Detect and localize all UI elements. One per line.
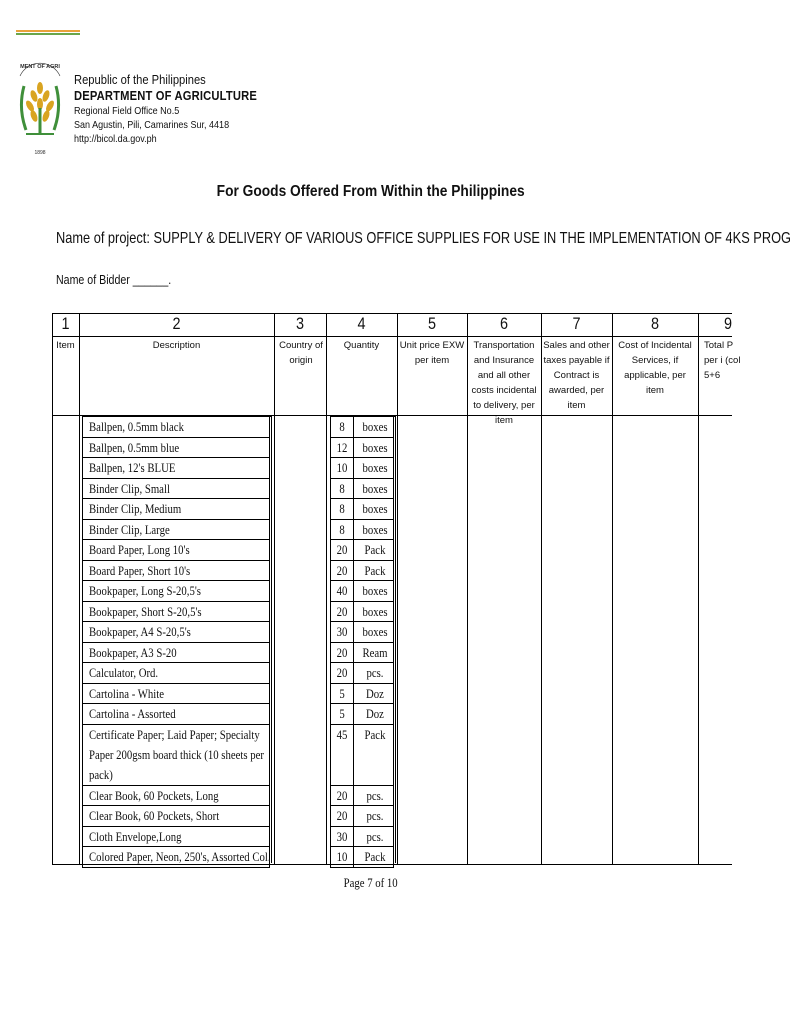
row-description xyxy=(82,643,270,664)
row-quantity-number: 8 xyxy=(339,420,345,434)
row-quantity-number: 10 xyxy=(336,461,348,475)
row-description-text: Board Paper, Long 10's xyxy=(89,543,190,557)
row-description xyxy=(82,561,270,582)
row-quantity xyxy=(330,581,394,602)
row-quantity-number: 20 xyxy=(336,809,348,823)
header-accent-rule xyxy=(16,30,80,32)
col-number: 7 xyxy=(572,314,581,333)
row-quantity-unit: Doz xyxy=(366,686,384,701)
col-number: 3 xyxy=(295,314,305,333)
row-description xyxy=(82,622,270,643)
agency-letterhead xyxy=(74,72,298,146)
row-description-text: Binder Clip, Medium xyxy=(89,502,182,516)
row-description-text: Binder Clip, Small xyxy=(89,481,170,496)
row-quantity xyxy=(330,458,394,479)
row-quantity-number: 30 xyxy=(336,625,348,639)
quantity-separator xyxy=(353,786,354,806)
project-name: Name of project: SUPPLY & DELIVERY OF VARIOUS OFFICE SUPPLIES FOR USE IN THE IMPLEMENTATION OF 4KS PROG xyxy=(56,230,791,247)
row-quantity xyxy=(330,786,394,807)
row-description-text: Certificate Paper; Laid Paper; Specialty Paper 200gsm board thick (10 sheets per pack) xyxy=(89,727,264,782)
quantity-separator xyxy=(353,561,354,581)
col-line-7 xyxy=(612,313,613,865)
letterhead-republic: Republic of the Philippines xyxy=(74,72,206,87)
page-number: Page 7 of 10 xyxy=(343,876,398,890)
row-description xyxy=(82,479,270,500)
col-number: 1 xyxy=(61,314,70,333)
row-quantity-unit: Pack xyxy=(364,563,386,578)
quantity-separator xyxy=(353,704,354,724)
col-header-quantity: Quantity xyxy=(343,340,380,351)
row-quantity-unit: pcs. xyxy=(366,788,384,803)
quantity-separator xyxy=(353,684,354,704)
col-header-unit-price: Unit price EXW per item xyxy=(399,340,465,366)
col-number: 4 xyxy=(357,314,366,333)
row-quantity-unit: Ream xyxy=(362,645,388,660)
row-description-text: Bookpaper, A4 S-20,5's xyxy=(89,625,191,639)
row-quantity-unit: Pack xyxy=(364,727,386,742)
col-header-item: Item xyxy=(56,340,75,351)
row-description xyxy=(82,847,270,868)
row-quantity-unit: pcs. xyxy=(366,809,384,823)
row-quantity-number: 20 xyxy=(336,645,348,660)
col-line-6 xyxy=(541,313,542,865)
quantity-separator xyxy=(353,827,354,847)
quantity-separator xyxy=(353,663,354,683)
row-quantity xyxy=(330,520,394,541)
row-quantity-unit: boxes xyxy=(362,584,388,598)
row-description xyxy=(82,540,270,561)
quantity-separator xyxy=(353,458,354,478)
quantity-separator xyxy=(353,581,354,601)
row-quantity-number: 12 xyxy=(336,440,348,455)
row-description xyxy=(82,806,270,827)
row-description-text: Bookpaper, A3 S-20 xyxy=(89,645,177,660)
bidder-name: Name of Bidder ______. xyxy=(56,273,172,287)
row-description xyxy=(82,827,270,848)
quantity-separator xyxy=(353,520,354,540)
col-line-3 xyxy=(326,313,327,865)
row-description-text: Colored Paper, Neon, 250's, Assorted Col. xyxy=(89,850,271,864)
col-header-taxes: Sales and other taxes payable if Contract is awarded, per item xyxy=(543,340,610,411)
row-quantity-unit: Pack xyxy=(364,850,386,864)
form-title: For Goods Offered From Within the Philippines xyxy=(216,183,525,200)
quantity-separator xyxy=(353,806,354,826)
row-quantity-number: 5 xyxy=(339,707,345,721)
row-description xyxy=(82,458,270,479)
row-quantity-unit: boxes xyxy=(362,625,388,639)
quantity-separator xyxy=(353,602,354,622)
quantity-separator xyxy=(353,499,354,519)
row-quantity-unit: Pack xyxy=(364,543,386,557)
row-quantity-unit: boxes xyxy=(362,461,388,475)
row-description-text: Ballpen, 0.5mm black xyxy=(89,420,184,434)
col-line-0 xyxy=(52,313,53,865)
letterhead-address: San Agustin, Pili, Camarines Sur, 4418 xyxy=(74,119,230,131)
row-quantity xyxy=(330,499,394,520)
col-line-1 xyxy=(79,313,80,865)
row-quantity xyxy=(330,827,394,848)
row-description xyxy=(82,417,270,438)
row-quantity-number: 20 xyxy=(336,788,348,803)
row-description-text: Binder Clip, Large xyxy=(89,522,170,537)
col-line-8 xyxy=(698,313,699,865)
row-quantity xyxy=(330,684,394,705)
row-description xyxy=(82,438,270,459)
row-quantity-number: 20 xyxy=(336,666,348,680)
row-quantity-unit: pcs. xyxy=(366,666,384,680)
row-quantity xyxy=(330,806,394,827)
row-quantity-number: 8 xyxy=(339,522,345,537)
row-description-text: Bookpaper, Long S-20,5's xyxy=(89,584,201,598)
col-number: 9 xyxy=(723,314,733,333)
row-quantity-number: 45 xyxy=(336,727,348,742)
row-quantity-unit: boxes xyxy=(362,502,388,516)
row-quantity xyxy=(330,643,394,664)
row-quantity-unit: Doz xyxy=(366,707,384,721)
row-quantity-unit: boxes xyxy=(362,440,388,455)
col-number: 2 xyxy=(172,314,181,333)
row-quantity-number: 20 xyxy=(336,543,348,557)
col-line-5 xyxy=(467,313,468,865)
row-description xyxy=(82,684,270,705)
row-quantity-number: 8 xyxy=(339,481,345,496)
letterhead-office: Regional Field Office No.5 xyxy=(74,105,180,117)
row-quantity xyxy=(330,725,394,786)
row-quantity-number: 8 xyxy=(339,502,345,516)
row-quantity xyxy=(330,479,394,500)
col-line-4 xyxy=(397,313,398,865)
row-description xyxy=(82,581,270,602)
project-line-clip xyxy=(0,220,791,250)
quantity-separator xyxy=(353,417,354,437)
row-quantity-unit: boxes xyxy=(362,604,388,619)
letterhead-department: DEPARTMENT OF AGRICULTURE xyxy=(74,88,257,103)
col-number: 6 xyxy=(499,314,509,333)
row-description-text: Bookpaper, Short S-20,5's xyxy=(89,604,202,619)
row-quantity xyxy=(330,622,394,643)
row-quantity-number: 20 xyxy=(336,563,348,578)
quantity-separator xyxy=(353,847,354,867)
col-header-description: Description xyxy=(152,340,201,351)
col-header-country: Country of origin xyxy=(279,340,323,366)
department-seal-logo xyxy=(12,58,68,158)
row-quantity-number: 40 xyxy=(336,584,348,598)
quantity-separator xyxy=(353,438,354,458)
row-quantity-number: 5 xyxy=(339,686,345,701)
row-description-text: Clear Book, 60 Pockets, Long xyxy=(89,788,219,803)
row-description xyxy=(82,725,270,786)
row-description-text: Clear Book, 60 Pockets, Short xyxy=(89,809,220,823)
quantity-separator xyxy=(353,479,354,499)
row-quantity-number: 20 xyxy=(336,604,348,619)
row-quantity xyxy=(330,704,394,725)
row-description xyxy=(82,704,270,725)
row-quantity xyxy=(330,561,394,582)
letterhead-website: http://bicol.da.gov.ph xyxy=(74,133,157,145)
row-description-text: Cloth Envelope,Long xyxy=(89,829,182,844)
col-header-transport: Transportation and Insurance and all other costs incidental to delivery, per item xyxy=(471,340,537,426)
row-quantity xyxy=(330,417,394,438)
row-description-text: Calculator, Ord. xyxy=(89,666,159,680)
quantity-separator xyxy=(353,643,354,663)
price-schedule-table xyxy=(52,313,741,865)
row-description xyxy=(82,499,270,520)
col-header-incidental: Cost of Incidental Services, if applicable, per item xyxy=(618,340,692,396)
row-quantity xyxy=(330,847,394,868)
row-description-text: Cartolina - White xyxy=(89,686,165,701)
row-quantity-unit: boxes xyxy=(362,522,388,537)
svg-text:1898: 1898 xyxy=(34,150,46,156)
row-description xyxy=(82,520,270,541)
col-header-total: Total P per i (col 5+6 xyxy=(704,340,741,381)
row-quantity xyxy=(330,602,394,623)
col-number: 8 xyxy=(650,314,660,333)
row-description xyxy=(82,602,270,623)
quantity-separator xyxy=(353,622,354,642)
row-description xyxy=(82,663,270,684)
row-quantity xyxy=(330,663,394,684)
row-description xyxy=(82,786,270,807)
row-description-text: Board Paper, Short 10's xyxy=(89,563,191,578)
row-quantity-number: 10 xyxy=(336,850,348,864)
row-quantity-number: 30 xyxy=(336,829,348,844)
row-quantity-unit: pcs. xyxy=(366,829,384,844)
row-description-text: Cartolina - Assorted xyxy=(89,707,176,721)
row-quantity-unit: boxes xyxy=(362,420,388,434)
table-number-row-border xyxy=(52,336,732,337)
row-quantity-unit: boxes xyxy=(362,481,388,496)
svg-text:MENT OF AGRI: MENT OF AGRI xyxy=(20,64,60,70)
row-quantity xyxy=(330,438,394,459)
quantity-separator xyxy=(353,725,354,785)
row-description-text: Ballpen, 0.5mm blue xyxy=(89,440,180,455)
row-quantity xyxy=(330,540,394,561)
quantity-separator xyxy=(353,540,354,560)
col-number: 5 xyxy=(427,314,437,333)
row-description-text: Ballpen, 12's BLUE xyxy=(89,461,176,475)
